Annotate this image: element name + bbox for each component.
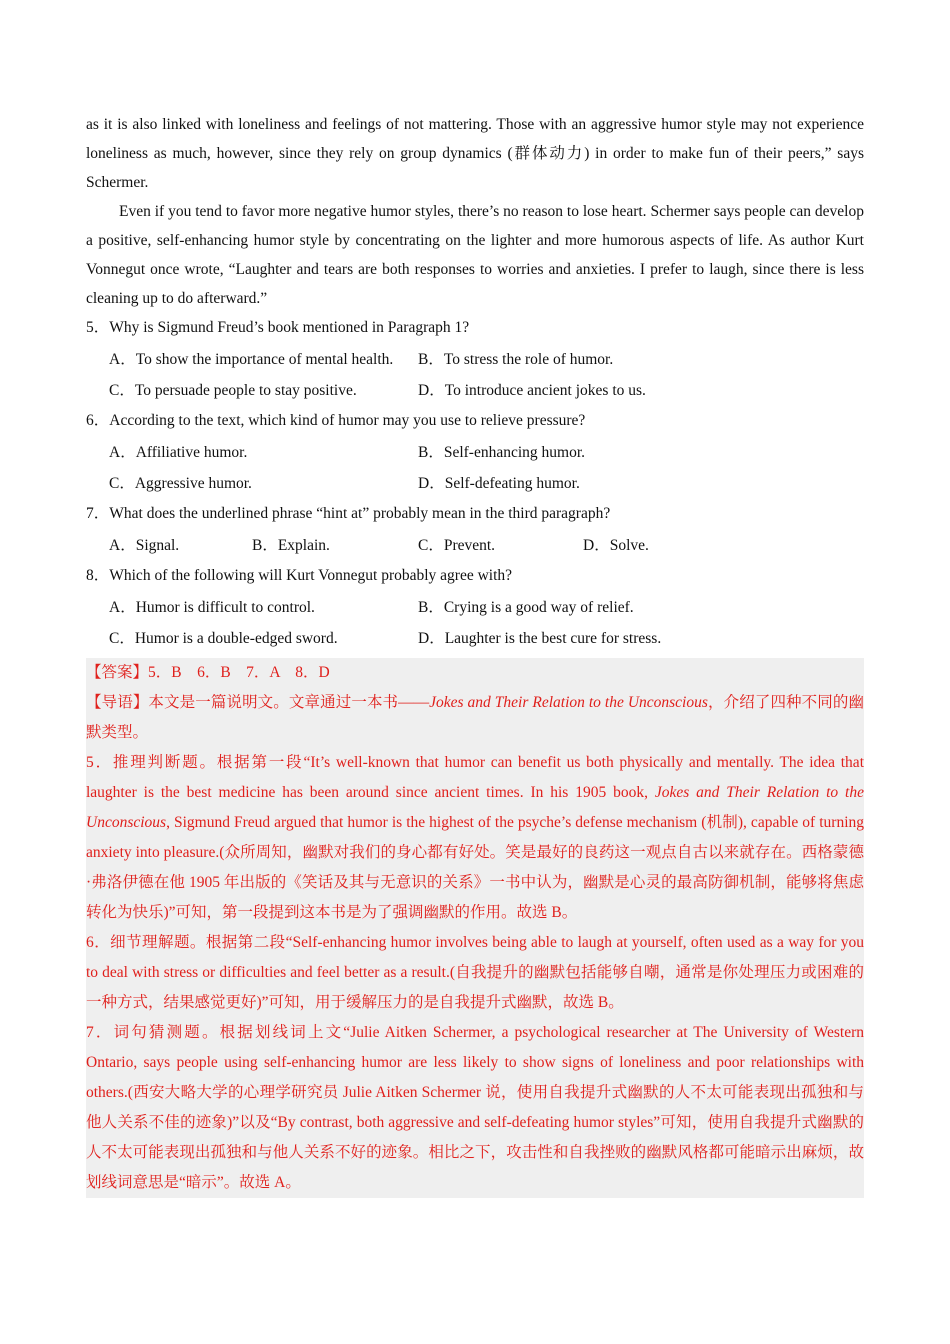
answer-key: 【答案】5．B 6．B 7．A 8．D: [86, 664, 330, 681]
answer-explanation-block: [86, 658, 864, 1198]
question-6-stem: 6．According to the text, which kind of humor may you use to relieve pressure?: [86, 412, 586, 429]
question-7-option-d: D．Solve.: [583, 537, 649, 554]
guide-intro-book-title: Jokes and Their Relation to the Unconscious: [429, 694, 708, 711]
question-5-option-c: C．To persuade people to stay positive.: [109, 382, 357, 399]
passage-paragraph-last: Even if you tend to favor more negative humor styles, there’s no reason to lose heart. Schermer says people can develop a positive, self-enhancing humor style by concentrating on the lighter and more humorous aspects of life. As author Kurt Vonnegut once wrote, “Laughter and tears are both responses to worries and anxieties. I prefer to laugh, since there is less cleaning up to do afterward.”: [86, 203, 864, 307]
question-6-options-row2: [86, 468, 864, 499]
question-5-option-b: B．To stress the role of humor.: [418, 351, 614, 368]
question-5-options-row1: [86, 344, 864, 375]
explanation-5: [86, 748, 864, 928]
question-8-option-d: D．Laughter is the best cure for stress.: [418, 630, 662, 647]
document-page: [86, 110, 864, 1198]
question-5-option-a: A．To show the importance of mental health.: [109, 351, 394, 368]
question-7-options-row: [86, 530, 864, 561]
passage-paragraph-continued: as it is also linked with loneliness and feelings of not mattering. Those with an aggressive humor style may not experience loneliness as much, however, since they rely on group dynamics (群体动力) in order to make fun of their peers,” says Schermer.: [86, 116, 864, 191]
explanation-5-pre: 5．推理判断题。根据第一段“It’s well-known that humor can benefit us both physically and mentally. The idea that laughter is the best medicine has been around since ancient times. In his 1905 book,: [86, 754, 864, 801]
question-6-option-c: C．Aggressive humor.: [109, 475, 252, 492]
question-5-options-row2: [86, 375, 864, 406]
question-5-option-d: D．To introduce ancient jokes to us.: [418, 382, 646, 399]
question-8-option-c: C．Humor is a double-edged sword.: [109, 630, 338, 647]
question-8-options-row2: [86, 623, 864, 654]
explanation-6: 6．细节理解题。根据第二段“Self-enhancing humor involves being able to laugh at yourself, often used as a way for you to deal with stress or difficulties and feel better as a result.(自我提升的幽默包括能够自嘲，通常是你处理压力或困难的一种方式，结果感觉更好)”可知，用于缓解压力的是自我提升式幽默，故选 B。: [86, 934, 864, 1011]
question-7-stem: 7．What does the underlined phrase “hint at” probably mean in the third paragraph?: [86, 505, 611, 522]
guide-intro-post: ，介绍了四种不同的幽默类型。: [86, 694, 864, 741]
question-7-option-c: C．Prevent.: [418, 537, 496, 554]
question-7-option-b: B．Explain.: [252, 537, 330, 554]
guide-intro-pre: 【导语】本文是一篇说明文。文章通过一本书——: [86, 694, 430, 711]
question-8-option-a: A．Humor is difficult to control.: [109, 599, 315, 616]
question-7-option-a: A．Signal.: [109, 537, 180, 554]
question-8-option-b: B．Crying is a good way of relief.: [418, 599, 634, 616]
question-8-options-row1: [86, 592, 864, 623]
explanation-5-post: , Sigmund Freud argued that humor is the highest of the psyche’s defense mechanism (机制), capable of turning anxiety into pleasure.(众所周知，幽默对我们的身心都有好处。笑是最好的良药这一观点自古以来就存在。西格蒙德·弗洛伊德在他 1905 年出版的《笑话及其与无意识的关系》一书中认为，幽默是心灵的最高防御机制，能够将焦虑转化为快乐)”可知，第一段提到这本书是为了强调幽默的作用。故选 B。: [86, 814, 864, 921]
question-6-option-b: B．Self-enhancing humor.: [418, 444, 586, 461]
question-6-options-row1: [86, 437, 864, 468]
question-8-stem: 8．Which of the following will Kurt Vonnegut probably agree with?: [86, 567, 513, 584]
question-6-option-a: A．Affiliative humor.: [109, 444, 248, 461]
explanation-5-book-title: Jokes and Their Relation to the Unconscious: [86, 784, 864, 831]
guide-intro: [86, 688, 864, 748]
question-5-stem: 5．Why is Sigmund Freud’s book mentioned in Paragraph 1?: [86, 319, 470, 336]
question-6-option-d: D．Self-defeating humor.: [418, 475, 580, 492]
explanation-7: 7．词句猜测题。根据划线词上文“Julie Aitken Schermer, a psychological researcher at The University of Western Ontario, says people using self-enhancing humor are less likely to show signs of loneliness and poor relationships with others.(西安大略大学的心理学研究员 Julie Aitken Schermer 说，使用自我提升式幽默的人不太可能表现出孤独和与他人关系不佳的迹象)”以及“By contrast, both aggressive and self-defeating humor styles”可知，使用自我提升式幽默的人不太可能表现出孤独和与他人关系不好的迹象。相比之下，攻击性和自我挫败的幽默风格都可能暗示出麻烦，故划线词意思是“暗示”。故选 A。: [86, 1024, 864, 1191]
